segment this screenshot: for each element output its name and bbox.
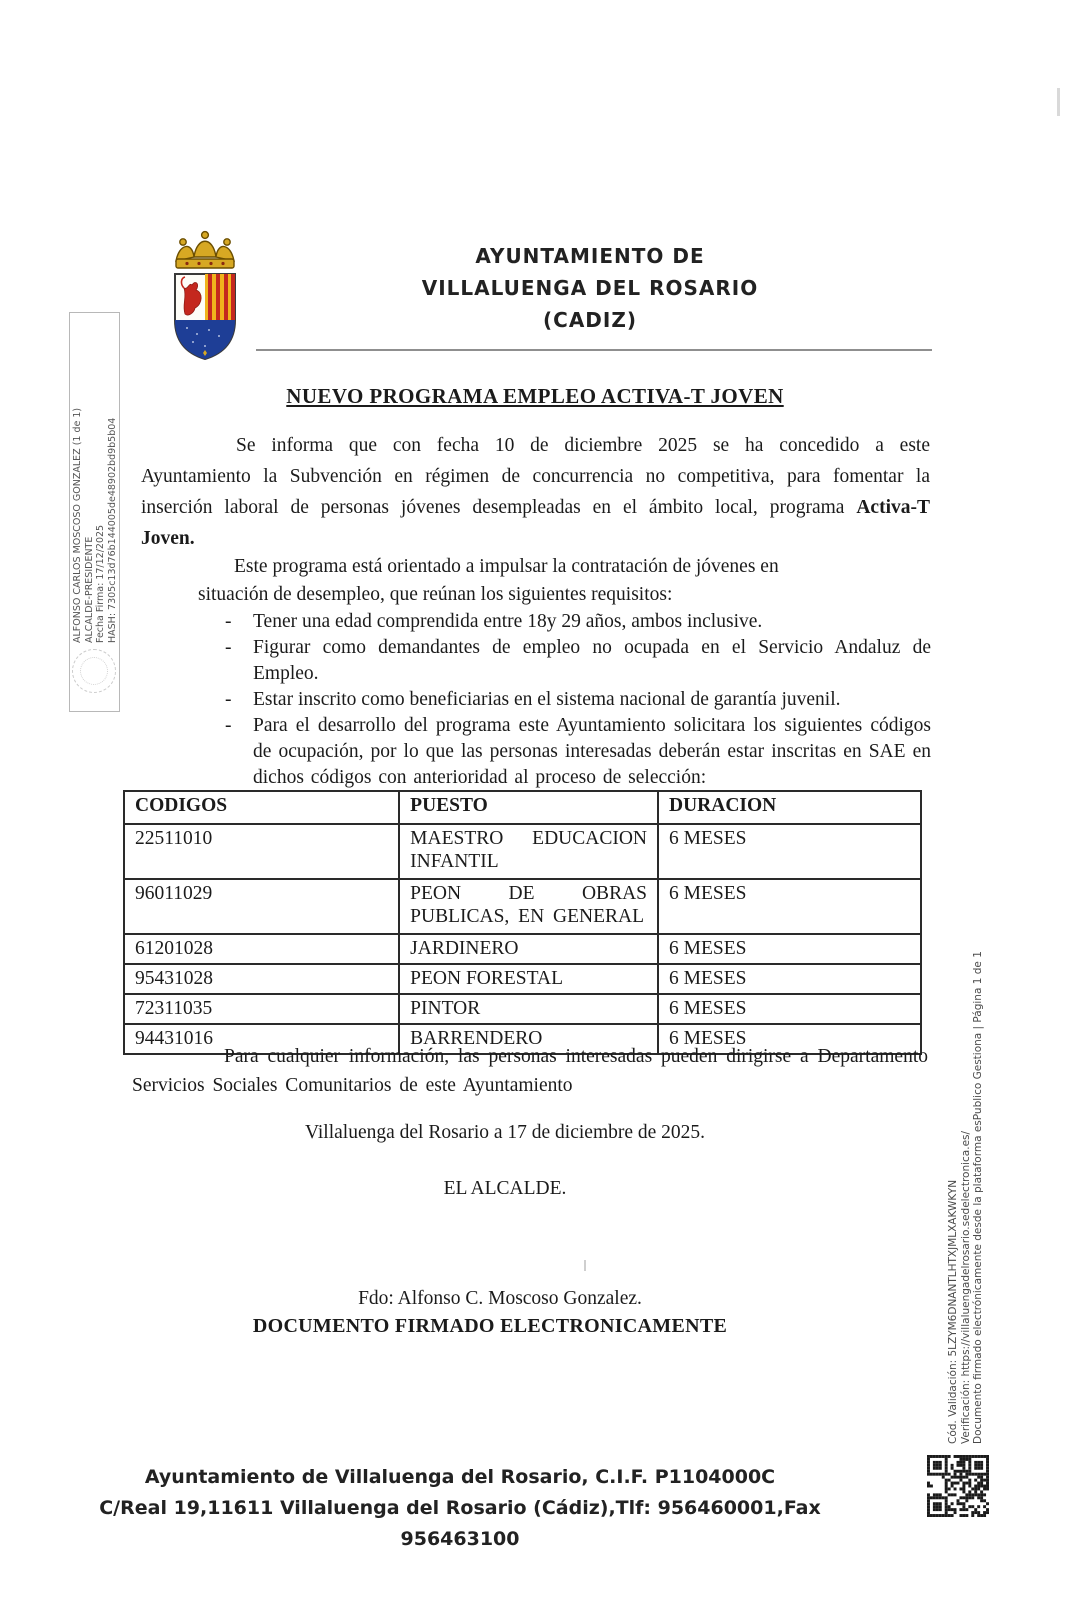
cell-codigo: 72311035 <box>124 994 399 1024</box>
column-header-duracion: DURACION <box>658 791 921 824</box>
list-item <box>225 687 931 713</box>
contact-paragraph: Para cualquier información, las personas interesadas pueden dirigirse a Departamento Servicios Sociales Comunitarios de este Ayuntamiento <box>132 1046 928 1096</box>
cell-puesto: PEON DE OBRAS PUBLICAS, EN GENERAL <box>399 879 658 934</box>
platform-note: Documento firmado electrónicamente desde la plataforma esPublico Gestiona | Página 1 de 1 <box>972 951 984 1444</box>
cell-codigo: 22511010 <box>124 824 399 879</box>
bullet-dash: - <box>225 689 232 710</box>
bullet-text: Tener una edad comprendida entre 18y 29 años, ambos inclusive. <box>253 611 763 632</box>
table-row <box>124 994 921 1024</box>
footer-line2: C/Real 19,11611 Villaluenga del Rosario (Cádiz),Tlf: 956460001,Fax 956463100 <box>99 1497 821 1550</box>
footer <box>55 1462 865 1555</box>
org-name-line3: (CADIZ) <box>543 308 637 332</box>
signer-role: EL ALCALDE. <box>443 1178 567 1199</box>
bullet-dash: - <box>225 611 232 632</box>
intro-paragraph-text: Se informa que con fecha 10 de diciembre 2025 se ha concedido a este Ayuntamiento la Subvención en régimen de concurrencia no competitiva, para fomentar la inserción laboral de personas jóvenes desempleadas en el ámbito local, programa <box>141 435 930 518</box>
cell-puesto: PINTOR <box>399 994 658 1024</box>
bullet-dash: - <box>225 715 232 736</box>
requirements-intro-line1: Este programa está orientado a impulsar la contratación de jóvenes en <box>234 556 779 577</box>
qr-code <box>927 1455 989 1517</box>
cell-puesto: PEON FORESTAL <box>399 964 658 994</box>
org-name-line2: VILLALUENGA DEL ROSARIO <box>421 276 759 300</box>
electronic-signature-notice: DOCUMENTO FIRMADO ELECTRONICAMENTE <box>252 1315 728 1337</box>
bullet-text: Figurar como demandantes de empleo no ocupada en el Servicio Andaluz de Empleo. <box>253 637 931 684</box>
cell-duracion: 6 MESES <box>658 934 921 964</box>
footer-line1: Ayuntamiento de Villaluenga del Rosario, C.I.F. P1104000C <box>144 1466 776 1488</box>
document-title: NUEVO PROGRAMA EMPLEO ACTIVA-T JOVEN <box>286 384 784 408</box>
cell-duracion: 6 MESES <box>658 879 921 934</box>
org-name-block <box>320 240 860 336</box>
scan-artifact <box>1057 88 1060 116</box>
signature-hash: HASH: 7305c13d76b144005de48902bd9b5b04 <box>106 417 118 643</box>
stamp-seal-icon <box>72 649 116 693</box>
place-date-line: Villaluenga del Rosario a 17 de diciembre de 2025. <box>304 1122 706 1143</box>
list-item <box>225 635 931 687</box>
coat-of-arms <box>163 228 248 362</box>
table-header-row <box>124 791 921 824</box>
left-signature-box <box>69 312 120 712</box>
requirements-list <box>225 609 931 791</box>
list-item <box>225 609 931 635</box>
occupation-codes-table <box>123 790 922 1055</box>
org-name-line1: AYUNTAMIENTO DE <box>475 244 705 268</box>
table-row <box>124 964 921 994</box>
shield-icon <box>175 274 235 359</box>
bullet-text: Para el desarrollo del programa este Ayuntamiento solicitara los siguientes códigos de ocupación, por lo que las personas interesadas deberán estar inscritas en SAE en dichos códigos con anterioridad al proceso de selección: <box>253 715 931 788</box>
bullet-dash: - <box>225 637 232 658</box>
signer-name: Fdo: Alfonso C. Moscoso Gonzalez. <box>358 1288 642 1309</box>
list-item <box>225 713 931 791</box>
signer-full-name: ALFONSO CARLOS MOSCOSO GONZALEZ (1 de 1) <box>72 407 83 643</box>
program-name-bold: Activa-T Joven. <box>141 497 930 549</box>
right-validation-text <box>947 951 985 1444</box>
verification-url: Verificación: https://villaluengadelrosario.sedelectronica.es/ <box>959 1130 972 1444</box>
intro-paragraph <box>141 430 930 554</box>
header-divider <box>256 349 932 351</box>
cell-codigo: 94431016 <box>124 1024 399 1054</box>
table-row <box>124 879 921 934</box>
cell-puesto: MAESTRO EDUCACION INFANTIL <box>399 824 658 879</box>
signature-date: Fecha Firma: 17/12/2025 <box>95 524 106 643</box>
cell-duracion: 6 MESES <box>658 1024 921 1054</box>
cell-codigo: 96011029 <box>124 879 399 934</box>
cell-duracion: 6 MESES <box>658 994 921 1024</box>
column-header-codigos: CODIGOS <box>124 791 399 824</box>
signer-title: ALCALDE-PRESIDENTE <box>83 536 95 643</box>
table-row <box>124 934 921 964</box>
requirements-intro <box>198 553 898 609</box>
validation-code: Cód. Validación: 5LZYM6DNANTLHTXJMLXAKWKYN <box>947 1179 959 1444</box>
cell-puesto: BARRENDERO <box>399 1024 658 1054</box>
column-header-puesto: PUESTO <box>399 791 658 824</box>
cell-duracion: 6 MESES <box>658 824 921 879</box>
bullet-text: Estar inscrito como beneficiarias en el sistema nacional de garantía juvenil. <box>253 689 841 710</box>
cell-codigo: 95431028 <box>124 964 399 994</box>
scan-artifact <box>584 1260 586 1271</box>
cell-puesto: JARDINERO <box>399 934 658 964</box>
cell-codigo: 61201028 <box>124 934 399 964</box>
cell-duracion: 6 MESES <box>658 964 921 994</box>
table-row <box>124 824 921 879</box>
crown-icon <box>176 232 234 268</box>
requirements-intro-line2: situación de desempleo, que reúnan los siguientes requisitos: <box>198 584 673 605</box>
left-signature-text <box>72 363 118 643</box>
